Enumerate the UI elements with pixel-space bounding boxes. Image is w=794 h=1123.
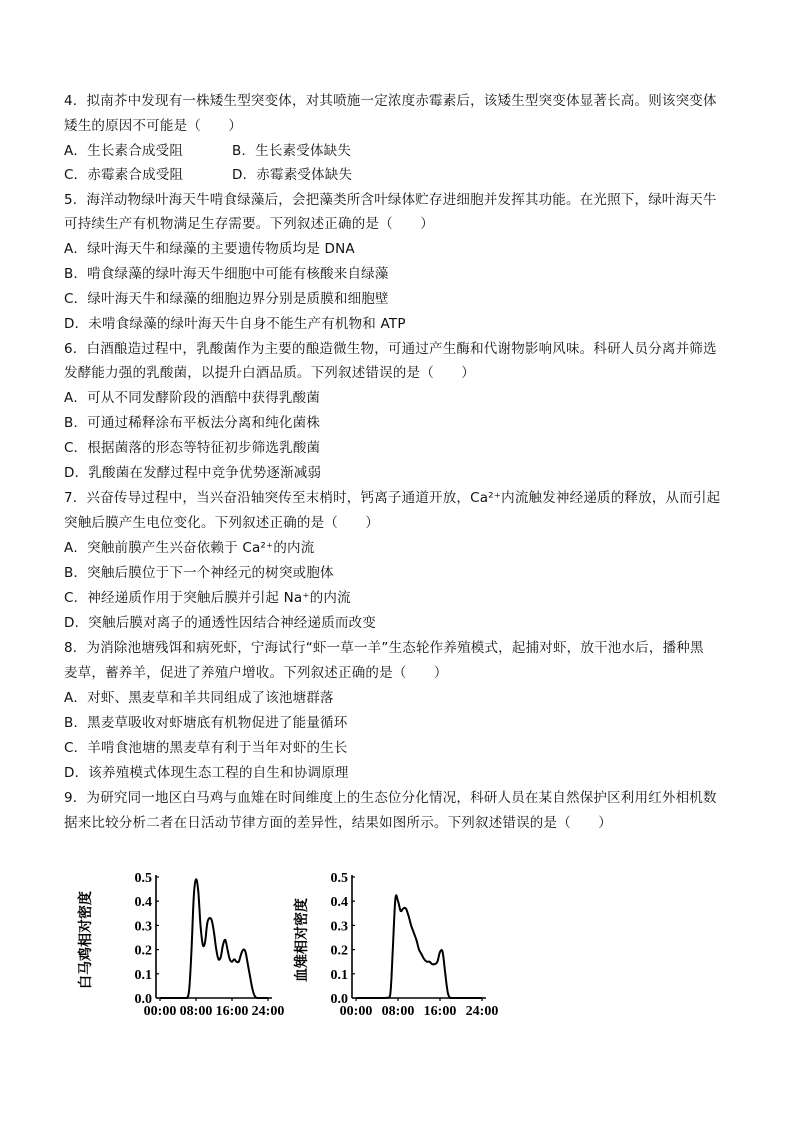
chart-baimaji-ylabel: 白马鸡相对密度 (79, 891, 94, 989)
chart-xuezhi (292, 860, 507, 1020)
q4-option-b[interactable]: B．生长素受体缺失 (232, 143, 352, 159)
chart-baimaji-x-tick-label: 00:00 (143, 1004, 177, 1019)
q5-option-a[interactable]: A．绿叶海天牛和绿藻的主要遗传物质均是 DNA (64, 241, 355, 257)
q4-option-d[interactable]: D．赤霉素受体缺失 (232, 167, 353, 183)
chart-baimaji-x-tick-label: 24:00 (251, 1004, 285, 1019)
chart-baimaji-y-tick-label: 0.1 (134, 967, 152, 983)
chart-xuezhi-series-line (356, 895, 482, 998)
chart-baimaji-x-tick-label: 16:00 (215, 1004, 249, 1019)
q4-option-c[interactable]: C．赤霉素合成受阻 (64, 167, 184, 183)
q5-option-b[interactable]: B．啃食绿藻的绿叶海天牛细胞中可能有核酸来自绿藻 (64, 266, 389, 282)
q7-option-d[interactable]: D．突触后膜对离子的通透性因结合神经递质而改变 (64, 615, 376, 631)
chart-baimaji-x-tick-label: 08:00 (179, 1004, 213, 1019)
q7-stem-line2: 突触后膜产生电位变化。下列叙述正确的是（ ） (64, 515, 380, 531)
q5-option-c[interactable]: C．绿叶海天牛和绿藻的细胞边界分别是质膜和细胞壁 (64, 291, 389, 307)
q4-option-row1 (64, 142, 352, 160)
q4-option-row2 (64, 166, 353, 184)
q4-stem-line2: 矮生的原因不可能是（ ） (64, 118, 243, 134)
q9-stem-line2: 据来比较分析二者在日活动节律方面的差异性，结果如图所示。下列叙述错误的是（ ） (64, 815, 612, 831)
chart-xuezhi-ylabel: 血雉相对密度 (295, 898, 310, 982)
chart-xuezhi-y-tick-label: 0.1 (330, 967, 348, 983)
chart-baimaji-y-tick-label: 0.2 (134, 943, 152, 959)
q8-option-a[interactable]: A．对虾、黑麦草和羊共同组成了该池塘群落 (64, 690, 334, 706)
q7-stem-line1: 7．兴奋传导过程中，当兴奋沿轴突传至末梢时，钙离子通道开放，Ca²⁺内流触发神经递质的释放，从而引起 (64, 490, 721, 506)
q8-stem-line2: 麦草，蓄养羊，促进了养殖户增收。下列叙述正确的是（ ） (64, 665, 448, 681)
chart-xuezhi-y-tick-label: 0.2 (330, 943, 348, 959)
chart-xuezhi-x-tick-label: 24:00 (465, 1004, 499, 1019)
q4-stem-line1: 4．拟南芥中发现有一株矮生型突变体，对其喷施一定浓度赤霉素后，该矮生型突变体显著长高。则该突变体 (64, 93, 717, 109)
chart-xuezhi-x-tick-label: 00:00 (339, 1004, 373, 1019)
q9-stem-line1: 9．为研究同一地区白马鸡与血雉在时间维度上的生态位分化情况，科研人员在某自然保护区利用红外相机数 (64, 790, 717, 806)
chart-baimaji-y-tick-label: 0.0 (134, 992, 152, 1007)
q8-option-d[interactable]: D．该养殖模式体现生态工程的自生和协调原理 (64, 765, 349, 781)
q6-option-a[interactable]: A．可从不同发酵阶段的酒醅中获得乳酸菌 (64, 390, 321, 406)
chart-xuezhi-y-tick-label: 0.5 (330, 871, 348, 886)
q7-option-a[interactable]: A．突触前膜产生兴奋依赖于 Ca²⁺的内流 (64, 540, 315, 556)
chart-xuezhi-svg (292, 860, 507, 1020)
chart-baimaji-y-tick-label: 0.4 (134, 895, 152, 911)
chart-baimaji-y-tick-label: 0.5 (134, 871, 152, 886)
q8-stem-line1: 8．为消除池塘残饵和病死虾，宁海试行“虾一草一羊”生态轮作养殖模式，起捕对虾，放干池水后，播种黑 (64, 640, 704, 656)
q5-stem-line1: 5．海洋动物绿叶海天牛啃食绿藻后，会把藻类所含叶绿体贮存进细胞并发挥其功能。在光照下，绿叶海天牛 (64, 192, 717, 208)
q6-option-d[interactable]: D．乳酸菌在发酵过程中竞争优势逐渐减弱 (64, 465, 322, 481)
q6-option-b[interactable]: B．可通过稀释涂布平板法分离和纯化菌株 (64, 415, 321, 431)
q6-stem-line2: 发酵能力强的乳酸菌，以提升白酒品质。下列叙述错误的是（ ） (64, 365, 475, 381)
q6-stem-line1: 6．白酒酿造过程中，乳酸菌作为主要的酿造微生物，可通过产生酶和代谢物影响风味。科研人员分离并筛选 (64, 341, 717, 357)
chart-xuezhi-x-tick-label: 16:00 (423, 1004, 457, 1019)
q8-option-b[interactable]: B．黑麦草吸收对虾塘底有机物促进了能量循环 (64, 715, 348, 731)
chart-baimaji-svg (72, 860, 287, 1020)
chart-xuezhi-y-tick-label: 0.4 (330, 895, 348, 911)
q7-option-c[interactable]: C．神经递质作用于突触后膜并引起 Na⁺的内流 (64, 590, 351, 606)
q6-option-c[interactable]: C．根据菌落的形态等特征初步筛选乳酸菌 (64, 440, 321, 456)
q5-option-d[interactable]: D．未啃食绿藻的绿叶海天牛自身不能生产有机物和 ATP (64, 316, 406, 332)
chart-baimaji (72, 860, 287, 1020)
chart-baimaji-series-line (160, 879, 268, 998)
chart-xuezhi-x-tick-label: 08:00 (381, 1004, 415, 1019)
q8-option-c[interactable]: C．羊啃食池塘的黑麦草有利于当年对虾的生长 (64, 740, 348, 756)
chart-baimaji-y-tick-label: 0.3 (134, 919, 152, 935)
q4-option-a[interactable]: A．生长素合成受阻 (64, 143, 184, 159)
q7-option-b[interactable]: B．突触后膜位于下一个神经元的树突或胞体 (64, 565, 334, 581)
chart-xuezhi-y-tick-label: 0.0 (330, 992, 348, 1007)
chart-xuezhi-y-tick-label: 0.3 (330, 919, 348, 935)
q5-stem-line2: 可持续生产有机物满足生存需要。下列叙述正确的是（ ） (64, 216, 434, 232)
